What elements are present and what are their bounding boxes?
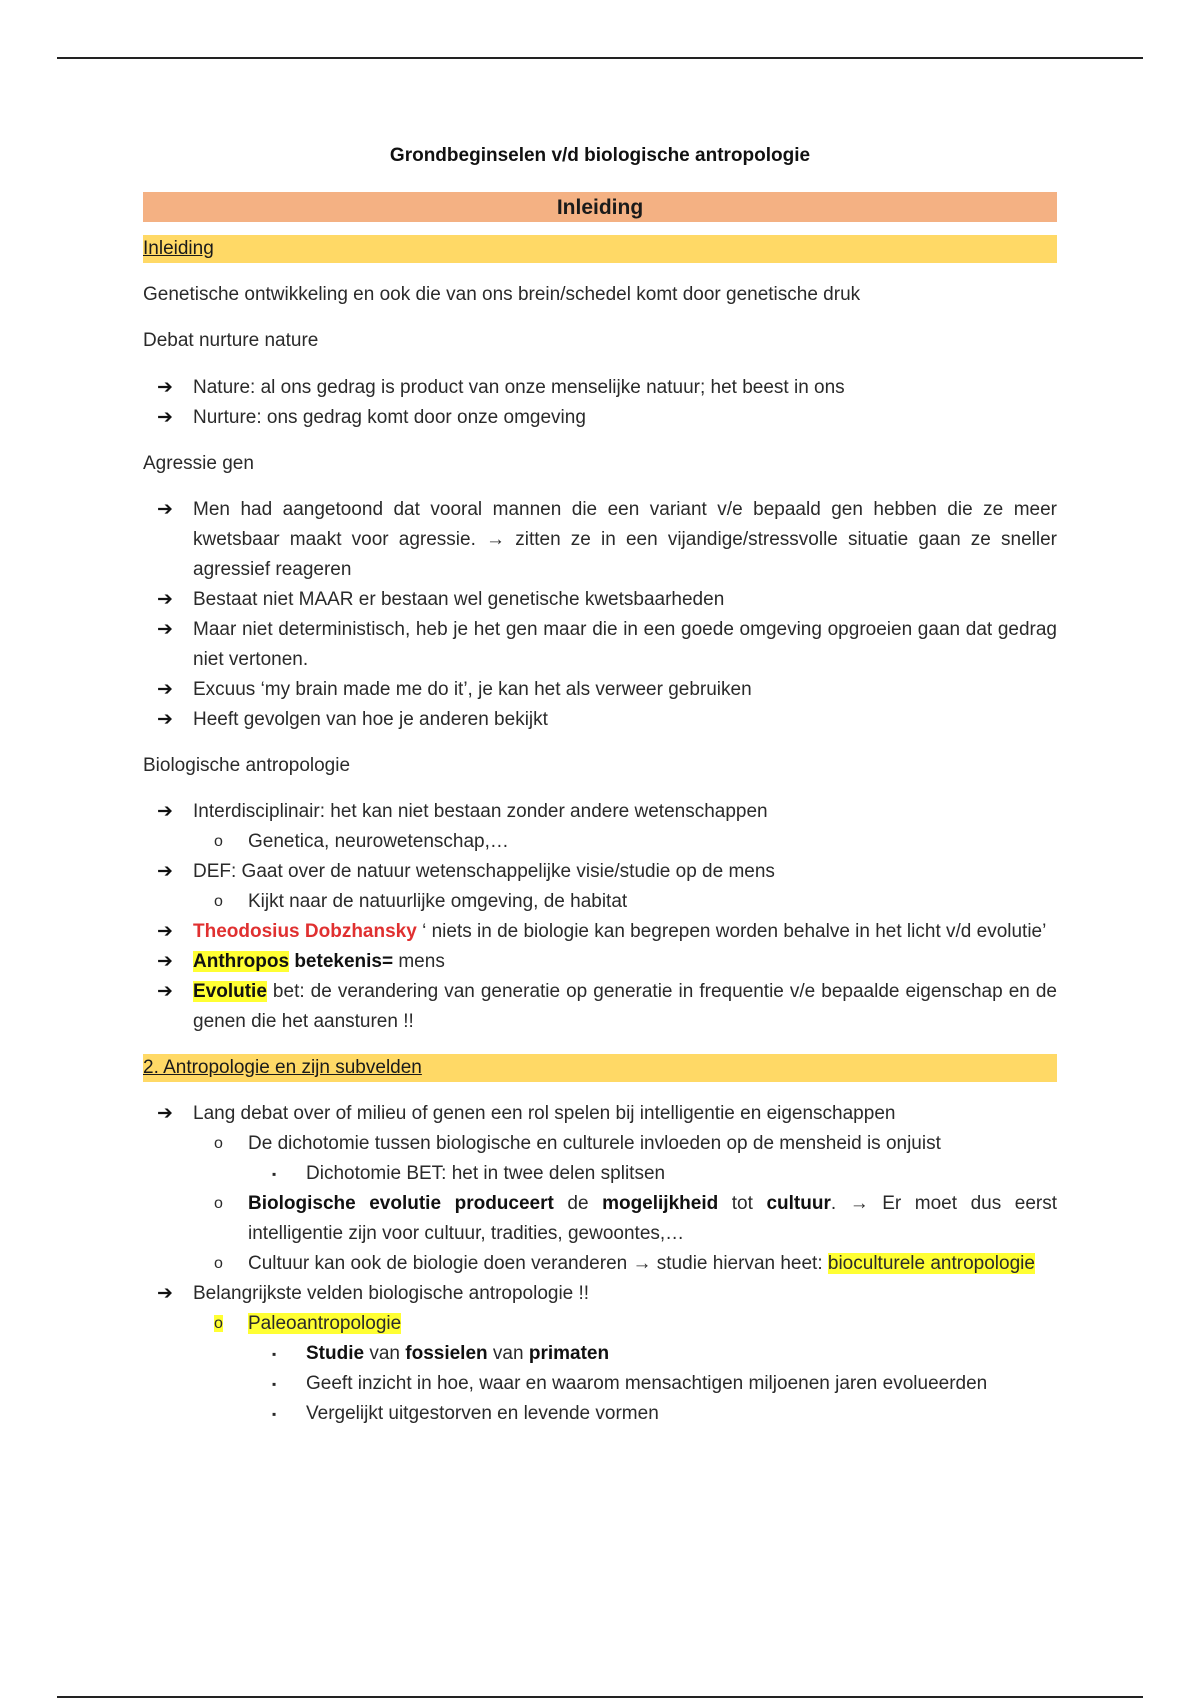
inline-arrow-icon: → — [632, 1253, 652, 1274]
arrow-icon: ➔ — [157, 1283, 173, 1304]
bio-list — [143, 797, 1057, 1037]
inline-arrow-icon: → — [849, 1193, 869, 1214]
arrow-icon: ➔ — [157, 679, 173, 700]
highlighted-term: Anthropos — [193, 951, 290, 972]
section-heading-inleiding: Inleiding — [143, 235, 1057, 263]
agressie-list — [143, 495, 1057, 735]
arrow-icon: ➔ — [157, 709, 173, 730]
arrow-icon: ➔ — [157, 589, 173, 610]
sub-list-item: o De dichotomie tussen biologische en culturele invloeden op de mensheid is onjuist — [143, 1129, 1057, 1159]
sub-sub-list-item: ▪ Geeft inzicht in hoe, waar en waarom mensachtigen miljoenen jaren evolueerden — [143, 1369, 1057, 1399]
arrow-icon: ➔ — [157, 499, 173, 520]
header-rule — [57, 57, 1143, 59]
list-item: ➔ Nature: al ons gedrag is product van onze menselijke natuur; het beest in ons — [143, 373, 1057, 403]
list-item: ➔ Anthropos betekenis= mens — [143, 947, 1057, 977]
circle-bullet-icon: o — [214, 833, 223, 850]
list-item: ➔ Bestaat niet MAAR er bestaan wel genetische kwetsbaarheden — [143, 585, 1057, 615]
list-item: ➔ Theodosius Dobzhansky ‘ niets in de biologie kan begrepen worden behalve in het licht v/d evolutie’ — [143, 917, 1057, 947]
subvelden-list — [143, 1099, 1057, 1429]
list-item: ➔ Heeft gevolgen van hoe je anderen bekijkt — [143, 705, 1057, 735]
highlighted-term: Paleoantropologie — [248, 1313, 402, 1334]
highlighted-term: Evolutie — [193, 981, 267, 1002]
list-item: ➔ Evolutie bet: de verandering van generatie op generatie in frequentie v/e bepaalde eigenschap en de genen die het aansturen !! — [143, 977, 1057, 1037]
arrow-icon: ➔ — [157, 861, 173, 882]
sub-list-item: o Genetica, neurowetenschap,… — [143, 827, 1057, 857]
sub-list-item: o Cultuur kan ook de biologie doen veranderen → studie hiervan heet: bioculturele antropologie — [143, 1249, 1057, 1279]
sub-list-item: o Kijkt naar de natuurlijke omgeving, de habitat — [143, 887, 1057, 917]
list-item: ➔ Nurture: ons gedrag komt door onze omgeving — [143, 403, 1057, 433]
circle-bullet-icon: o — [214, 1135, 223, 1152]
paragraph-biologische-antropologie: Biologische antropologie — [143, 755, 351, 776]
list-item: ➔ Maar niet deterministisch, heb je het gen maar die in een goede omgeving opgroeien gaan dat gedrag niet vertonen. — [143, 615, 1057, 675]
footer-rule — [57, 1696, 1143, 1698]
sub-sub-list-item: ▪ Vergelijkt uitgestorven en levende vormen — [143, 1399, 1057, 1429]
circle-bullet-icon: o — [214, 1195, 223, 1212]
sub-sub-list-item: ▪ Studie van fossielen van primaten — [143, 1339, 1057, 1369]
list-item: ➔ Excuus ‘my brain made me do it’, je kan het als verweer gebruiken — [143, 675, 1057, 705]
list-item: ➔ Men had aangetoond dat vooral mannen die een variant v/e bepaald gen hebben die ze meer kwetsbaar maakt voor agressie. → zitten ze in een vijandige/stressvolle situatie gaan ze sneller agressief reageren — [143, 495, 1057, 585]
list-item: ➔ Interdisciplinair: het kan niet bestaan zonder andere wetenschappen — [143, 797, 1057, 827]
document-title: Grondbeginselen v/d biologische antropologie — [389, 145, 811, 166]
sub-sub-list-item: ▪ Dichotomie BET: het in twee delen splitsen — [143, 1159, 1057, 1189]
person-name: Theodosius Dobzhansky — [193, 921, 417, 942]
paragraph-agressie-gen: Agressie gen — [143, 453, 254, 474]
page-content — [143, 140, 1057, 1429]
square-bullet-icon: ▪ — [272, 1167, 277, 1181]
circle-bullet-icon: o — [214, 1255, 223, 1272]
list-item: ➔ DEF: Gaat over de natuur wetenschappelijke visie/studie op de mens — [143, 857, 1057, 887]
square-bullet-icon: ▪ — [272, 1347, 277, 1361]
inline-arrow-icon: → — [486, 529, 506, 550]
sub-list-item — [143, 1309, 1057, 1339]
square-bullet-icon: ▪ — [272, 1377, 277, 1391]
sub-list-item: o Biologische evolutie produceert de mogelijkheid tot cultuur. → Er moet dus eerst intelligentie zijn voor cultuur, tradities, gewoontes,… — [143, 1189, 1057, 1249]
arrow-icon: ➔ — [157, 407, 173, 428]
arrow-icon: ➔ — [157, 801, 173, 822]
nature-list — [143, 373, 1057, 433]
paragraph-genetische-ontwikkeling: Genetische ontwikkeling en ook die van ons brein/schedel komt door genetische druk — [143, 284, 861, 305]
arrow-icon: ➔ — [157, 951, 173, 972]
arrow-icon: ➔ — [157, 921, 173, 942]
chapter-heading: Inleiding — [143, 192, 1057, 222]
list-item: ➔ Lang debat over of milieu of genen een rol spelen bij intelligentie en eigenschappen — [143, 1099, 1057, 1129]
list-item: ➔ Belangrijkste velden biologische antropologie !! — [143, 1279, 1057, 1309]
paragraph-debat: Debat nurture nature — [143, 330, 319, 351]
arrow-icon: ➔ — [157, 377, 173, 398]
section-heading-subvelden: 2. Antropologie en zijn subvelden — [143, 1054, 1057, 1082]
arrow-icon: ➔ — [157, 619, 173, 640]
arrow-icon: ➔ — [157, 981, 173, 1002]
circle-bullet-icon: o — [214, 1315, 223, 1332]
circle-bullet-icon: o — [214, 893, 223, 910]
arrow-icon: ➔ — [157, 1103, 173, 1124]
highlighted-term: bioculturele antropologie — [827, 1253, 1035, 1274]
square-bullet-icon: ▪ — [272, 1407, 277, 1421]
